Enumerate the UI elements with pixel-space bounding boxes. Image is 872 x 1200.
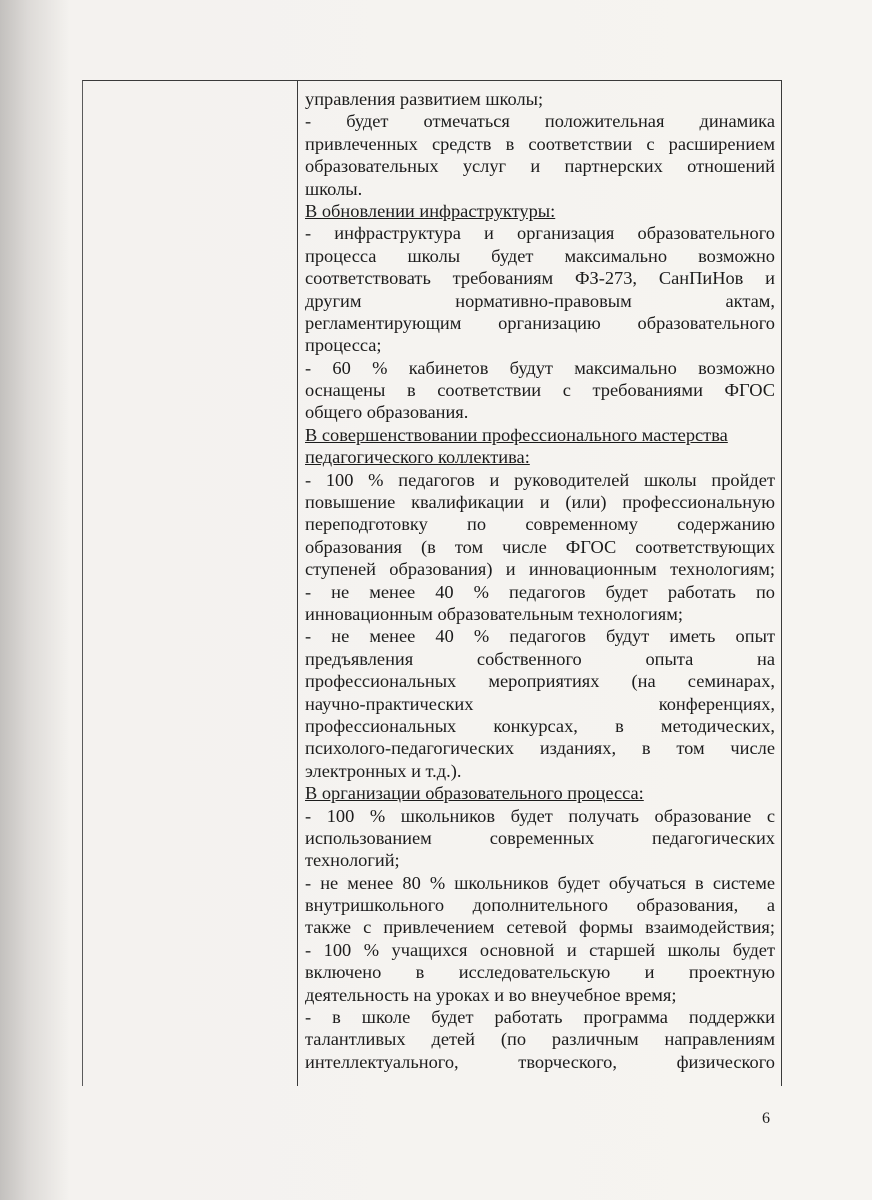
text-line: регламентирующим организацию образовательного xyxy=(305,312,775,333)
text-line: повышение квалификации и (или) профессиональную xyxy=(305,492,775,513)
document-table xyxy=(82,80,782,1086)
text-line: управления развитием школы; xyxy=(305,89,544,109)
text-line: научно-практических конференциях, xyxy=(305,693,775,714)
text-line: привлеченных средств в соответствии с расширением xyxy=(305,133,775,154)
page-number: 6 xyxy=(762,1110,770,1127)
text-line: другим нормативно-правовым актам, xyxy=(305,290,775,311)
text-line: интеллектуального, творческого, физического xyxy=(305,1051,775,1072)
section-heading: педагогического коллектива: xyxy=(305,447,530,468)
text-line: - 100 % школьников будет получать образование с xyxy=(305,805,775,826)
text-line: также с привлечением сетевой формы взаимодействия; xyxy=(305,917,775,938)
text-line: школы. xyxy=(305,178,363,199)
text-line: - 100 % учащихся основной и старшей школы будет xyxy=(305,939,775,960)
text-line: психолого-педагогических изданиях, в том числе xyxy=(305,738,775,759)
text-line: процесса школы будет максимально возможно xyxy=(305,245,775,266)
text-line: профессиональных мероприятиях (на семинарах, xyxy=(305,671,775,692)
text-line: внутришкольного дополнительного образования, а xyxy=(305,895,775,916)
text-line: - 60 % кабинетов будут максимально возможно xyxy=(305,357,775,378)
text-line: ступеней образования) и инновационным технологиям; xyxy=(305,559,775,580)
text-line: деятельность на уроках и во внеучебное время; xyxy=(305,984,677,1005)
text-line: общего образования. xyxy=(305,402,469,423)
text-line: - не менее 80 % школьников будет обучаться в системе xyxy=(305,872,775,893)
section-heading: В совершенствовании профессионального мастерства xyxy=(305,424,728,445)
section-heading: В организации образовательного процесса: xyxy=(305,783,644,804)
text-line: - в школе будет работать программа поддержки xyxy=(305,1007,775,1028)
text-line: использованием современных педагогических xyxy=(305,827,775,848)
text-line: - не менее 40 % педагогов будут иметь опыт xyxy=(305,626,775,647)
text-line: предъявления собственного опыта на xyxy=(305,648,775,669)
binding-shadow xyxy=(0,0,70,1200)
table-column-divider xyxy=(297,81,298,1086)
text-line: инновационным образовательным технологиям; xyxy=(305,603,683,624)
text-line: - инфраструктура и организация образовательного xyxy=(305,223,775,244)
table-right-cell xyxy=(305,88,775,1073)
text-line: оснащены в соответствии с требованиями ФГОС xyxy=(305,380,775,401)
section-heading: В обновлении инфраструктуры: xyxy=(305,200,556,221)
text-line: талантливых детей (по различным направлениям xyxy=(305,1029,775,1050)
text-line: профессиональных конкурсах, в методических, xyxy=(305,715,775,736)
text-line: образовательных услуг и партнерских отношений xyxy=(305,156,775,177)
text-line: процесса; xyxy=(305,335,382,356)
text-line: электронных и т.д.). xyxy=(305,760,462,781)
text-line: - будет отмечаться положительная динамика xyxy=(305,111,775,132)
text-line: - 100 % педагогов и руководителей школы пройдет xyxy=(305,469,775,490)
text-line: - не менее 40 % педагогов будет работать по xyxy=(305,581,775,602)
text-line: технологий; xyxy=(305,850,400,871)
text-line: включено в исследовательскую и проектную xyxy=(305,962,775,983)
text-line: образования (в том числе ФГОС соответствующих xyxy=(305,536,775,557)
text-line: соответствовать требованиям ФЗ-273, СанПиНов и xyxy=(305,268,775,289)
text-line: переподготовку по современному содержанию xyxy=(305,514,775,535)
